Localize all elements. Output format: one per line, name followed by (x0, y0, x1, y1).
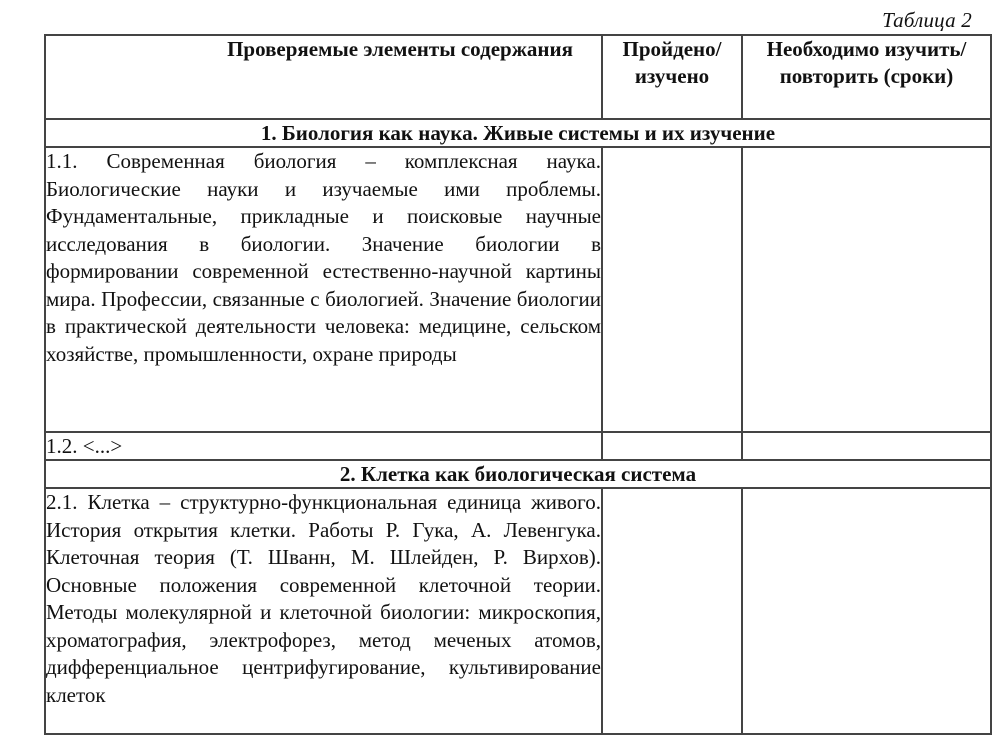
header-row (45, 35, 991, 119)
section-row (45, 460, 991, 488)
section-title: 1. Биология как наука. Живые системы и их изучение (45, 119, 991, 147)
studied-cell[interactable] (602, 147, 742, 432)
table-row (45, 432, 991, 460)
repeat-cell[interactable] (742, 488, 991, 734)
section-title: 2. Клетка как биологическая система (45, 460, 991, 488)
studied-cell[interactable] (602, 432, 742, 460)
topic-text: 1.1. Современная биология – комплексная наука. Биологические науки и изучаемые ими проблемы. Фундаментальные, прикладные и поисковые научные исследования в биологии. Значение биологии в формировании современной естественно-научной картины мира. Профессии, связанные с биологией. Значение биологии в практической деятельности человека: медицине, сельском хозяйстве, промышленности, охране природы (45, 147, 602, 432)
content-checklist-table (44, 34, 992, 735)
table-caption: Таблица 2 (882, 8, 972, 32)
header-repeat: Необходимо изучить/повторить (сроки) (742, 35, 991, 119)
section-row (45, 119, 991, 147)
table-row (45, 147, 991, 432)
topic-text: 1.2. <...> (45, 432, 602, 460)
header-elements: Проверяемые элементы содержания (45, 35, 602, 119)
topic-text: 2.1. Клетка – структурно-функциональная единица живого. История открытия клетки. Работы Р. Гука, А. Левенгука. Клеточная теория (Т. Шванн, М. Шлейден, Р. Вирхов). Основные положения современной клеточной теории. Методы молекулярной и клеточной биологии: микроскопия, хроматография, электрофорез, метод меченых атомов, дифференциальное центрифугирование, культивирование клеток (45, 488, 602, 734)
repeat-cell[interactable] (742, 432, 991, 460)
repeat-cell[interactable] (742, 147, 991, 432)
header-studied: Пройдено/ изучено (602, 35, 742, 119)
table-row (45, 488, 991, 734)
studied-cell[interactable] (602, 488, 742, 734)
